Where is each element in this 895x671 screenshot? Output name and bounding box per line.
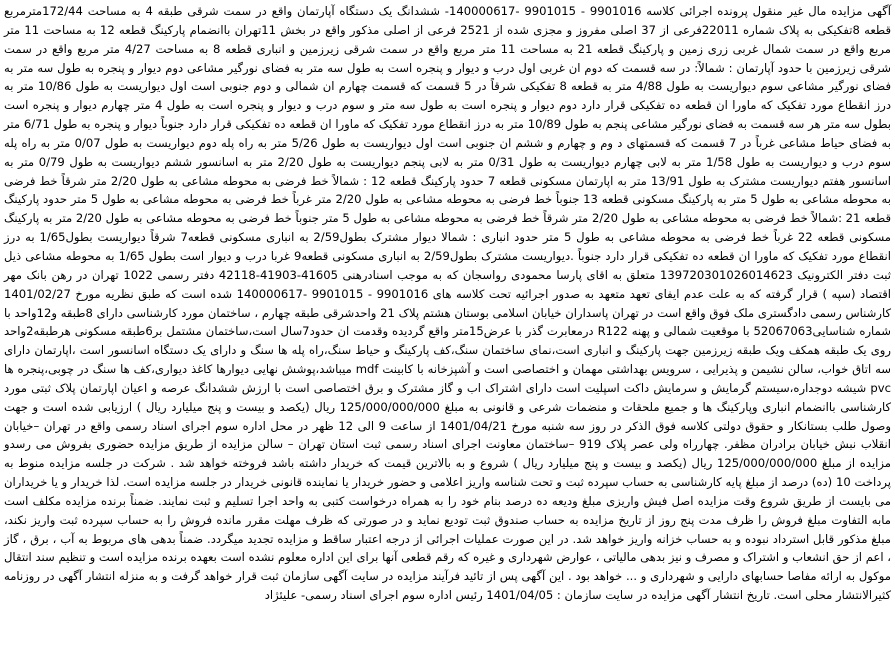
auction-notice-text: آگهی مزایده مال غیر منقول پرونده اجرائی کلاسه 9901016 - 9901015 -140000617- ششدانگ یک دستگاه آپارتمان واقع در سمت شرقی طبقه 4 به مساحت 172/44مترمربع قطعه 8تفکیکی به پلاک شماره 22011فرعی از 37 اصلی مفروز و مجزی شده از 2521 فرعی از اصلی مذکور واقع در بخش 11تهران باانضمام پارکینگ قطعه 12 به مساحت 11 متر مربع واقع در سمت شمال غربی زری زمین و پارکینگ قطعه 21 به مساحت 11 متر مربع واقع در سمت شرقی زیرزمین و انباری قطعه 8 به مساحت 4/27 متر مربع واقع در سمت شرقی زیرزمین با حدود آپارتمان : شمالاً: در سه قسمت که دوم ان غربی اول درب و دیوار و پنجره است به طول سه متر به فضای نورگیر مشاعی دوم دیوار و پنجره به طول سه متر به فضای نورگیر مشاعی سوم دیواریست به طول 4/88 متر به قطعه 8 تفکیکی شرقاً در 5 قسمت که قسمت چهارم ان شمالی و دوم جنوبی است اول دیواریست به طول 10/86 متر به درز انقطاع مورد تفکیک که ماورا ان قطعه ده تفکیکی قرار دارد دوم دیوار و پنجره است به طول سه متر و سوم درب و دیوار و پنجره است به طول 4 متر چهارم دیوار و پنجره است بطول سه متر هر سه قسمت به فضای نورگیر مشاعی پنجم به طول 10/89 متر به درز انقطاع مورد تفکیک که ماورا ان قطعه ده تفکیکی قرار دارد جنوباً دیوار و پنجره به طول 6/71 متر به فضای حیاط مشاعی غرباً در 7 قسمت که قسمتهای د وم و چهارم و ششم ان جنوبی است اول دیواریست به طول 5/26 متر به راه پله دوم دیواریست به طول 0/07 متر به راه پله سوم درب و دیواریست به طول 1/58 متر به لابی چهارم دیواریست به طول 0/31 متر به لابی پنجم دیواریست به طول 2/20 متر به اسانسور ششم دیواریست به طول 0/79 متر به اسانسور هفتم دیواریست مشترک به طول 13/91 متر به اپارتمان مسکونی قطعه 7 حدود پارکینگ قطعه 12 : شمالاً خط فرضی به محوطه مشاعی به طول 2/20 متر شرقاً خط فرضی به محوطه مشاعی به طول 5 متر به پارکینگ مسکونی قطعه 13 جنوباً خط فرضی به محوطه مشاعی به طول 2/20 متر غرباً خط فرضی به محوطه مشاعی به طول 5 متر حدود پارکینگ قطعه 21 :شمالاً خط فرضی به محوطه مشاعی به طول 2/20 متر شرقاً خط فرضی به محوطه مشاعی به طول 5 متر جنوباً خط فرضی به محوطه مشاعی به طول 2/20 متر به پارکینگ مسکونی قطعه 22 غرباً خط فرضی به محوطه مشاعی به طول 5 متر حدود انباری : شمالا دیوار مشترک بطول2/59 به انباری مسکونی قطعه7 شرقاً دیواریست بطول1/65 به درز انقطاع مورد تفکیک که ماورا ان قطعه ده تفکیکی قرار دارد جنوباً .دیواریست مشترک بطول2/59 به انباری مسکونی قطعه9 غربا درب و دیوار است بطول 1/65 به محوطه مشاعی ذیل ثبت دفتر الکترونیک 139720301026014623 متعلق به اقای پارسا محمودی رواسجان که به موجب اسنادرهنی 41605-41903-42118 دفتر رسمی 1022 تهران در رهن بانک مهر اقتصاد (سپه ) قرار گرفته که به علت عدم ایفای تعهد متعهد به صدور اجرائیه تحت کلاسه های 9901016 - 9901015 -140000617 شده است که طبق نظریه مورخ 1401/02/27 کارشناس رسمی دادگستری ملک فوق واقع است در تهران پاسداران خیابان اسلامی بوستان هشتم پلاک 21 واحدشرقی طبقه چهارم ، ساختمان مورد کارشناسی دارای 8طبقه و12واحد با شماره شناسایی52067063 با موقعیت شمالی و پهنه R122 درمعابرت گذر با عرض15متر واقع گردیده وقدمت ان حدود7سال است،ساختمان مشتمل بر6طبقه مسکونی هرطبقه2واحد روی یک طبقه همکف ویک طبقه زیرزمین جهت پارکینگ و انباری است،نمای ساختمان سنگ،کف پارکینگ و حیاط سنگ،راه پله ها سنگ و دارای یک دستگاه اسانسور است ،اپارتمان دارای سه اتاق خواب، سالن نشیمن و پذیرایی ، سرویس بهداشتی مهمان و اختصاصی است و آشپزخانه با کابینت mdf میباشد،پوشش نهایی دیوارها کاغذ دیواری،کف ها سنگ در چوبی،پنجره ها pvc شیشه دوجداره،سیستم گرمایش و سرمایش داکت اسپلیت است دارای اشتراک اب و گاز مشترک و برق اختصاصی است با ارزش ششدانگ عرصه و اعیان اپارتمان پلاک ثبتی مورد کارشناسی باانضمام انباری وپارکینگ ها و جمیع ملحقات و منضمات شرعی و قانونی به مبلغ 125/000/000/000 ریال (یکصد و بیست و پنج میلیارد ریال ) ارزیابی شده است و جهت وصول طلب بستانکار و حقوق دولتی کلاسه فوق الذکر در روز سه شنبه مورخ 1401/04/21 از ساعت 9 الی 12 ظهر در محل اداره سوم اجرای اسناد رسمی واقع در تهران –خیابان انقلاب نبش خیابان برادران مظفر. چهارراه ولی عصر پلاک 919 –ساختمان معاونت اجرای اسناد رسمی ثبت استان تهران – سالن مزایده از طریق مزایده حضوری بفروش می رسدو مزایده از مبلغ 125/000/000/000 ریال (یکصد و بیست و پنج میلیارد ریال ) شروع و به بالاترین قیمت که خریدار داشته باشد فروخته خواهد شد . شرکت در جلسه مزایده منوط به پرداخت 10 (ده) درصد از مبلغ پایه کارشناسی به حساب سپرده ثبت و تحت شناسه واریز اعلامی و حضور خریدار یا نماینده قانونی خریدار در جلسه مزایده است. لذا خریدار و یا خریداران می بایست از طریق شروع وقت مزایده اصل فیش واریزی مبلغ ودیعه ده درصد بنام خود را به همراه درخواست کتبی به واحد اجرا تسلیم و ثبت نمایند. ضمناً برنده مزایده مکلف است مابه التفاوت مبلغ فروش را ظرف مدت پنج روز از تاریخ مزایده به حساب صندوق ثبت تودیع نماید و در صورتی که ظرف مهلت مقرر مانده فروش را به حساب سپرده ثبت واریز نکند، مبلغ مذکور قابل استرداد نبوده و به حساب خزانه واریز خواهد شد. در این صورت عملیات اجرائی از درجه اعتبار ساقط و مزایده تجدید میگردد. ضمناً بدهی های مربوط به آب ، برق ، گاز ، اعم از حق انشعاب و اشتراک و مصرف و نیز بدهی مالیاتی ، عوارض شهرداری و غیره که رقم قطعی آنها برای این اداره معلوم نشده است بعهده برنده مزایده است و تنظیم سند انتقال موکول به ارائه مفاصا حسابهای دارایی و شهرداری و ... خواهد بود . این آگهی پس از تائید فرآیند مزایده در سایت آگهی سازمان ثبت قرار خواهد گرفت و به منزله انتشار آگهی در روزنامه کثیرالانتشار محلی است. تاریخ انتشار آگهی مزایده در سایت سازمان : 1401/04/05 رئیس اداره سوم اجرای اسناد رسمی- علیئژاد: [4, 4, 892, 603]
